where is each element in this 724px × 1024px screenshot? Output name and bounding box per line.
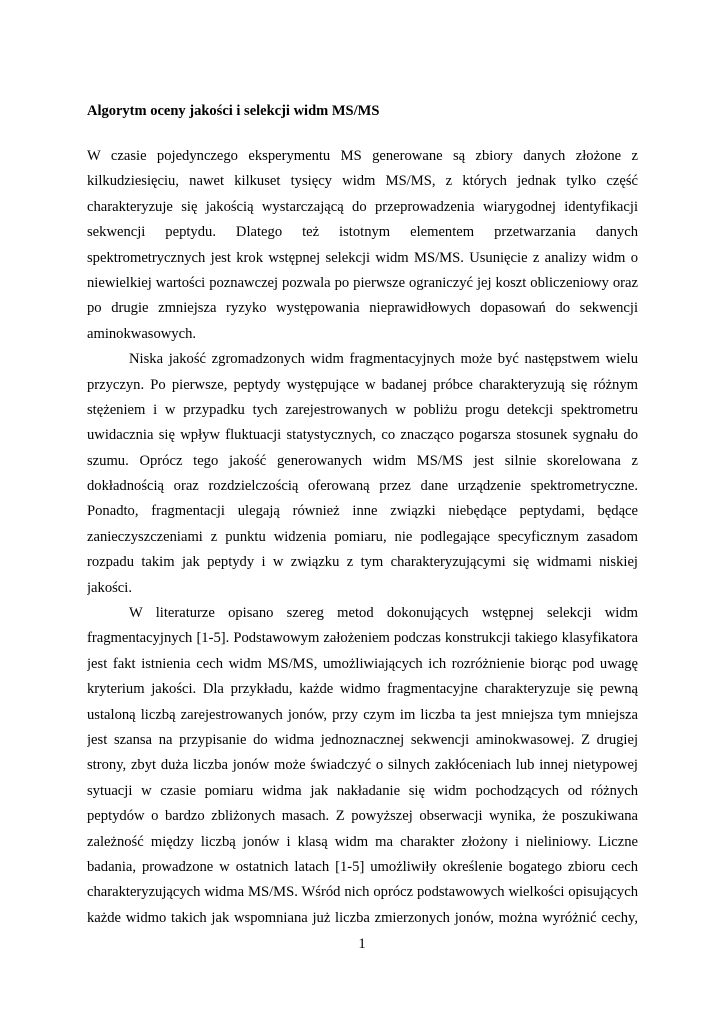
text-line: W literaturze opisano szereg metod dokonujących wstępnej selekcji widm [129, 605, 638, 622]
paragraph [87, 601, 638, 931]
text-line: strony, zbyt duża liczba jonów może świadczyć o silnych zakłóceniach lub innej nietypowej [87, 757, 638, 774]
text-line: zależność między liczbą jonów i klasą widm ma charakter złożony i nieliniowy. Liczne [87, 833, 638, 850]
text-line: charakteryzujących widma MS/MS. Wśród nich oprócz podstawowych wielkości opisujących [87, 884, 638, 901]
text-line: uwidacznia się wpływ fluktuacji statystycznych, co znacząco pogarsza stosunek sygnału do [87, 427, 638, 444]
text-line: przyczyn. Po pierwsze, peptydy występujące w badanej próbce charakteryzują się różnym [87, 376, 638, 393]
section-title: Algorytm oceny jakości i selekcji widm MS/MS [87, 103, 380, 119]
text-line: fragmentacyjnych [1-5]. Podstawowym założeniem podczas konstrukcji takiego klasyfikatora [87, 630, 638, 647]
text-line: kilkudziesięciu, nawet kilkuset tysięcy widm MS/MS, z których jednak tylko część [87, 173, 638, 190]
text-line: szumu. Oprócz tego jakość generowanych widm MS/MS jest silnie skorelowana z [87, 452, 638, 469]
text-line: jakości. [87, 579, 132, 596]
text-line: ustaloną liczbą zarejestrowanych jonów, przy czym im liczba ta jest mniejsza tym mniejsza [87, 706, 638, 723]
text-line: jest szansa na przypisanie do widma jednoznacznej sekwencji aminokwasowej. Z drugiej [87, 731, 638, 748]
text-line: Ponadto, fragmentacji ulegają również inne związki niebędące peptydami, będące [87, 503, 638, 520]
paragraph [87, 347, 638, 601]
text-line: rozpadu takim jak peptydy i w związku z tym charakteryzującymi się widmami niskiej [87, 554, 638, 571]
text-line: aminokwasowych. [87, 325, 197, 342]
body-text [87, 144, 638, 931]
text-line: niewielkiej wartości poznawczej pozwala po pierwsze ograniczyć jej koszt obliczeniowy oraz [87, 274, 638, 291]
text-line: po drugie zmniejsza ryzyko występowania nieprawidłowych dopasowań do sekwencji [87, 300, 638, 317]
text-line: W czasie pojedynczego eksperymentu MS generowane są zbiory danych złożone z [87, 148, 638, 164]
text-line: każde widmo takich jak wspomniana już liczba zmierzonych jonów, można wyróżnić cechy, [87, 909, 638, 926]
text-line: badania, prowadzone w ostatnich latach [1-5] umożliwiły określenie bogatego zbioru cech [87, 858, 638, 875]
paragraph [87, 144, 638, 347]
text-line: sekwencji peptydu. Dlatego też istotnym elementem przetwarzania danych [87, 224, 638, 241]
text-line: charakteryzuje się jakością wystarczającą do przeprowadzenia wiarygodnej identyfikacji [87, 198, 638, 215]
text-line: kryterium jakości. Dla przykładu, każde widmo fragmentacyjne charakteryzuje się pewną [87, 681, 638, 698]
text-line: stężeniem i w przypadku tych zarejestrowanych w pobliżu progu detekcji spektrometru [87, 401, 638, 418]
text-line: jest fakt istnienia cech widm MS/MS, umożliwiających ich rozróżnienie biorąc pod uwagę [87, 655, 638, 672]
text-line: sytuacji w czasie pomiaru widma jak nakładanie się widm pochodzących od różnych [87, 782, 638, 799]
text-line: dokładnością oraz rozdzielczością oferowaną przez dane urządzenie spektrometryczne. [87, 478, 638, 495]
text-line: Niska jakość zgromadzonych widm fragmentacyjnych może być następstwem wielu [129, 351, 638, 368]
page-number: 1 [358, 936, 366, 952]
text-line: spektrometrycznych jest krok wstępnej selekcji widm MS/MS. Usunięcie z analizy widm o [87, 249, 638, 266]
text-line: zanieczyszczeniami z punktu widzenia pomiaru, nie podlegające specyficznym zasadom [87, 528, 638, 545]
text-line: peptydów o bardzo zbliżonych masach. Z powyższej obserwacji wynika, że poszukiwana [87, 808, 638, 825]
